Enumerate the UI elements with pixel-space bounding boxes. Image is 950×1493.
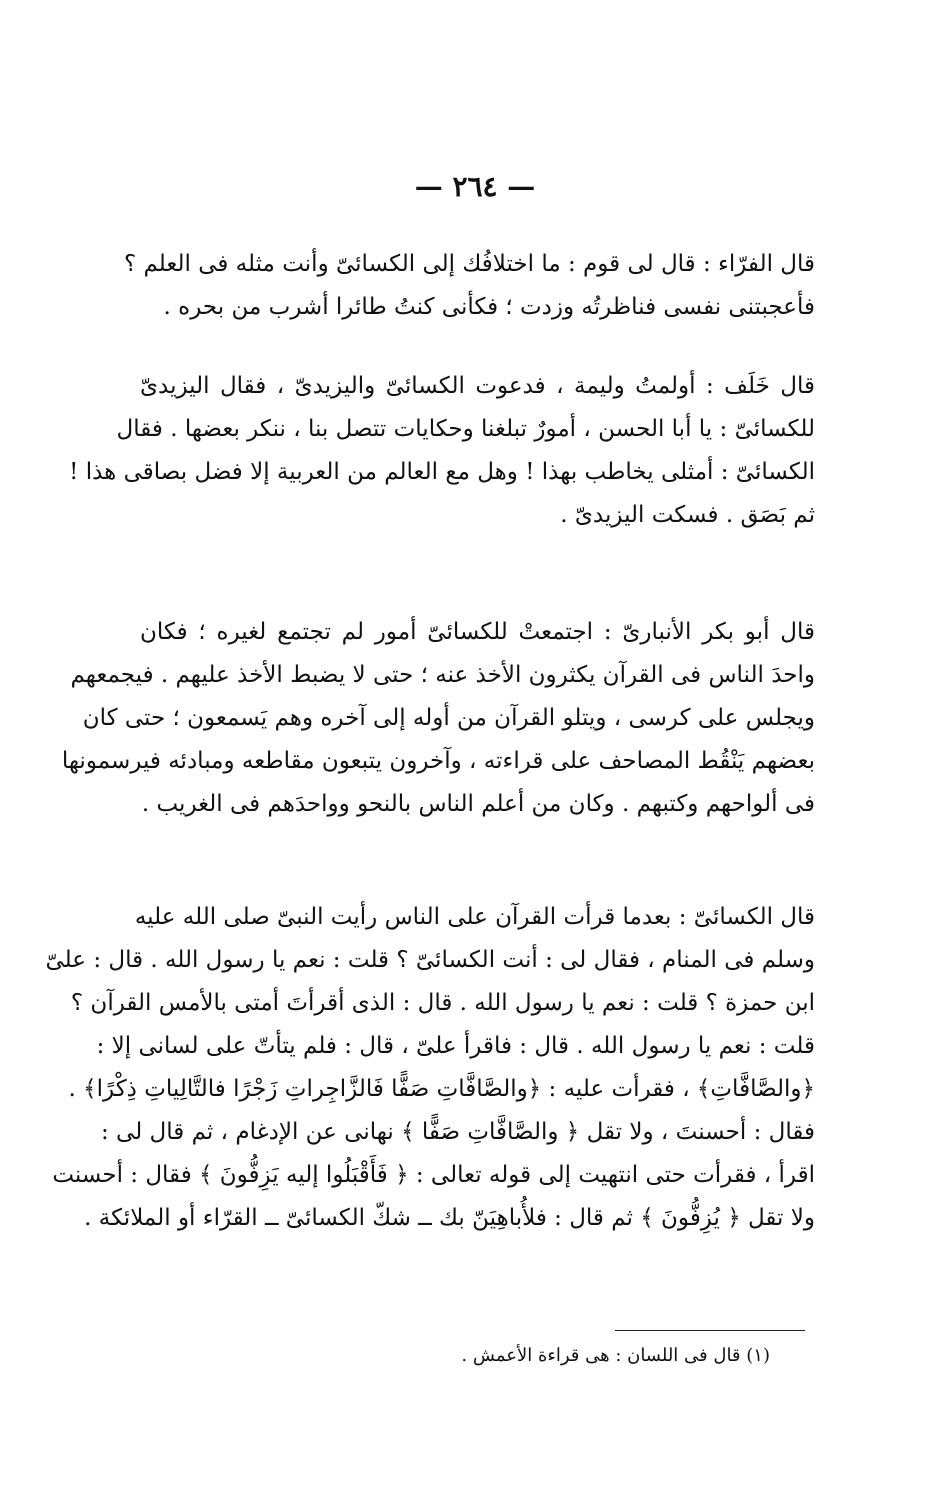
paragraph-3 — [61, 611, 815, 826]
footnote-divider — [615, 1330, 805, 1331]
footnote-marker: (١) — [746, 1345, 770, 1366]
text-line: فأعجبتنى نفسى فناظرتُه وزدت ؛ فكأنى كنتُ طائرا أشرب من بحره . — [163, 294, 815, 320]
text-line: ثم بَصَق . فسكت اليزيدىّ . — [560, 502, 815, 528]
text-line: فقال : أحسنتَ ، ولا تقل ﴿ والصَّافَّاتِ صَفًّا ﴾ نهانى عن الإدغام ، ثم قال لى : — [101, 1119, 815, 1145]
text-line: قال الكسائىّ : بعدما قرأت القرآن على الناس رأيت النبىّ صلى الله عليه — [134, 904, 815, 930]
paragraph-1 — [123, 243, 815, 329]
page-number: — ٢٦٤ — — [414, 170, 536, 203]
footnote — [300, 1345, 770, 1366]
text-line: ابن حمزة ؟ قلت : نعم يا رسول الله . قال : الذى أقرأتَ أمتى بالأمس القرآن ؟ — [70, 990, 815, 1016]
text-line: ﴿والصَّافَّاتِ﴾ ، فقرأت عليه : ﴿والصَّافَّاتِ صَفًّا فَالزَّاجِراتِ زَجْرًا فالتَّالِياتِ ذِكْرًا﴾ . — [68, 1076, 815, 1102]
text-line: واحدَ الناس فى القرآن يكثرون الأخذ عنه ؛ حتى لا يضبط الأخذ عليهم . فيجمعهم — [70, 662, 815, 688]
text-line: ولا تقل ﴿ يُزِفُّونَ ﴾ ثم قال : فلأُباهِيَنّ بك ــ شكّ الكسائىّ ــ القرّاء أو الملائكة . — [84, 1205, 815, 1231]
text-line: فى ألواحهم وكتبهم . وكان من أعلم الناس بالنحو وواحدَهم فى الغريب . — [141, 791, 815, 817]
text-line: قلت : نعم يا رسول الله . قال : فاقرأ علىّ ، قال : فلم يتأتّ على لسانى إلا : — [96, 1033, 815, 1059]
footnote-text: قال فى اللسان : هى قراءة الأعمش . — [461, 1345, 741, 1366]
text-line: وسلم فى المنام ، فقال لى : أنت الكسائىّ ؟ قلت : نعم يا رسول الله . قال : علىّ — [45, 947, 815, 973]
text-line: للكسائىّ : يا أبا الحسن ، أمورٌ تبلغنا وحكايات تتصل بنا ، ننكر بعضها . فقال — [116, 416, 815, 442]
text-line: قال الفرّاء : قال لى قوم : ما اختلافُك إلى الكسائىّ وأنت مثله فى العلم ؟ — [123, 251, 815, 277]
text-line: اقرأ ، فقرأت حتى انتهيت إلى قوله تعالى : ﴿ فَأَقْبَلُوا إليه يَزِفُّونَ ﴾ فقال : أحسنت — [52, 1162, 815, 1188]
paragraph-4 — [45, 896, 815, 1240]
text-line: بعضهم يَنْقُط المصاحف على قراءته ، وآخرون يتبعون مقاطعه ومبادئه فيرسمونها — [61, 748, 815, 774]
paragraph-2 — [69, 365, 815, 537]
text-line: قال أبو بكر الأنبارىّ : اجتمعتْ للكسائىّ أمور لم تجتمع لغيره ؛ فكان — [140, 619, 815, 645]
text-line: الكسائىّ : أمثلى يخاطب بهذا ! وهل مع العالم من العربية إلا فضل بصاقى هذا ! — [69, 459, 815, 485]
text-line: ويجلس على كرسى ، ويتلو القرآن من أوله إلى آخره وهم يَسمعون ؛ حتى كان — [82, 705, 815, 731]
text-line: قال خَلَف : أولمتُ وليمة ، فدعوت الكسائىّ واليزيدىّ ، فقال اليزيدىّ — [140, 373, 815, 399]
